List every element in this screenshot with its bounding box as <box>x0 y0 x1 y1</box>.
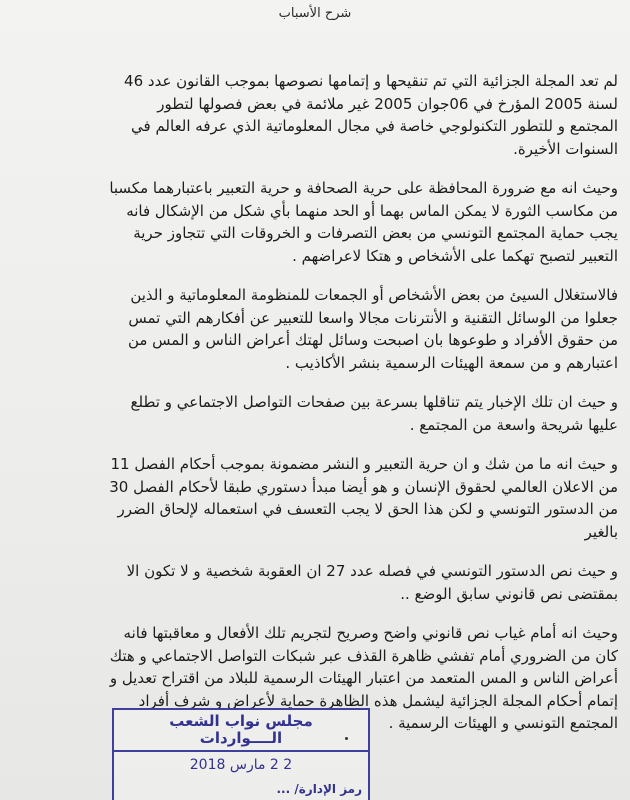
stamp-title: مجلس نواب الشعب <box>169 712 313 730</box>
paragraph: لم تعد المجلة الجزائية التي تم تنقيحها و إتمامها نصوصها بموجب القانون عدد 46 لسنة 2005 المؤرخ في 06جوان 2005 غير ملائمة في بعض فصولها لتطور المجتمع و للتطور التكنولوجي خاصة في مجال المعلوماتية الذي عرفه العالم في السنوات الأخيرة. <box>124 72 618 158</box>
document-title: شرح الأسباب <box>278 6 352 21</box>
paragraph: و حيث ان تلك الإخبار يتم تناقلها بسرعة بين صفحات التواصل الاجتماعي و تطلع عليها شريحة واسعة من المجتمع . <box>130 393 618 434</box>
document-body <box>108 70 618 735</box>
stamp-subtitle: الــــواردات <box>199 729 283 747</box>
paragraph: وحيث انه أمام غياب نص قانوني واضح وصريح لتجريم تلك الأفعال و معاقبتها فانه كان من الضروري أمام تفشي ظاهرة القذف عبر شبكات التواصل الاجتماعي و هتك أعراض الناس و المس المتعمد من اعتبار الهيئات الرسمية للبلاد من اقتراح تعديل و إتمام أحكام المجلة الجزائية ليشمل هذه الظاهرة حماية لأعراض و شرف أفراد المجتمع التونسي و الهيئات الرسمية . <box>109 624 618 732</box>
paragraph: و حيث انه ما من شك و ان حرية التعبير و النشر مضمونة بموجب أحكام الفصل 11 من الاعلان العالمي لحقوق الإنسان و هو أيضا مبدأ دستوري طبقا لأحكام الفصل 30 من الدستور التونسي و لكن هذا الحق لا يجب التعسف في استعماله لإلحاق الضرر بالغير <box>109 455 618 541</box>
stamp-date: 2 2 مارس 2018 <box>189 757 293 773</box>
ink-dot <box>345 737 348 740</box>
stamp-divider <box>114 750 368 752</box>
paragraph: فالاستغلال السيئ من بعض الأشخاص أو الجمعات للمنظومة المعلوماتية و الذين جعلوا من الوسائل التقنية و الأنترنات مجالا واسعا للتعبير عن أفكارهم التي تمس من حقوق الأفراد و طوعوها بان اصبحت وسائل لهتك أعراض الناس و المس من اعتبارهم و من سمعة الهيئات الرسمية بنشر الأكاذيب . <box>127 286 618 372</box>
paragraph: وحيث انه مع ضرورة المحافظة على حرية الصحافة و حرية التعبير باعتبارهما مكسبا من مكاسب الثورة لا يمكن الماس بهما أو الحد منهما بأي شكل من الإشكال فانه يجب حماية المجتمع التونسي من بعض التصرفات و الخروقات التي تتجاوز حرية التعبير لتصبح تهكما على الأشخاص و هتكا لاعراضهم . <box>109 179 618 265</box>
stamp-reference: رمز الإدارة/ ... <box>276 782 362 796</box>
reception-stamp <box>112 708 370 800</box>
paragraph: و حيث نص الدستور التونسي في فصله عدد 27 ان العقوبة شخصية و لا تكون الا بمقتضى نص قانوني سابق الوضع .. <box>126 562 618 603</box>
